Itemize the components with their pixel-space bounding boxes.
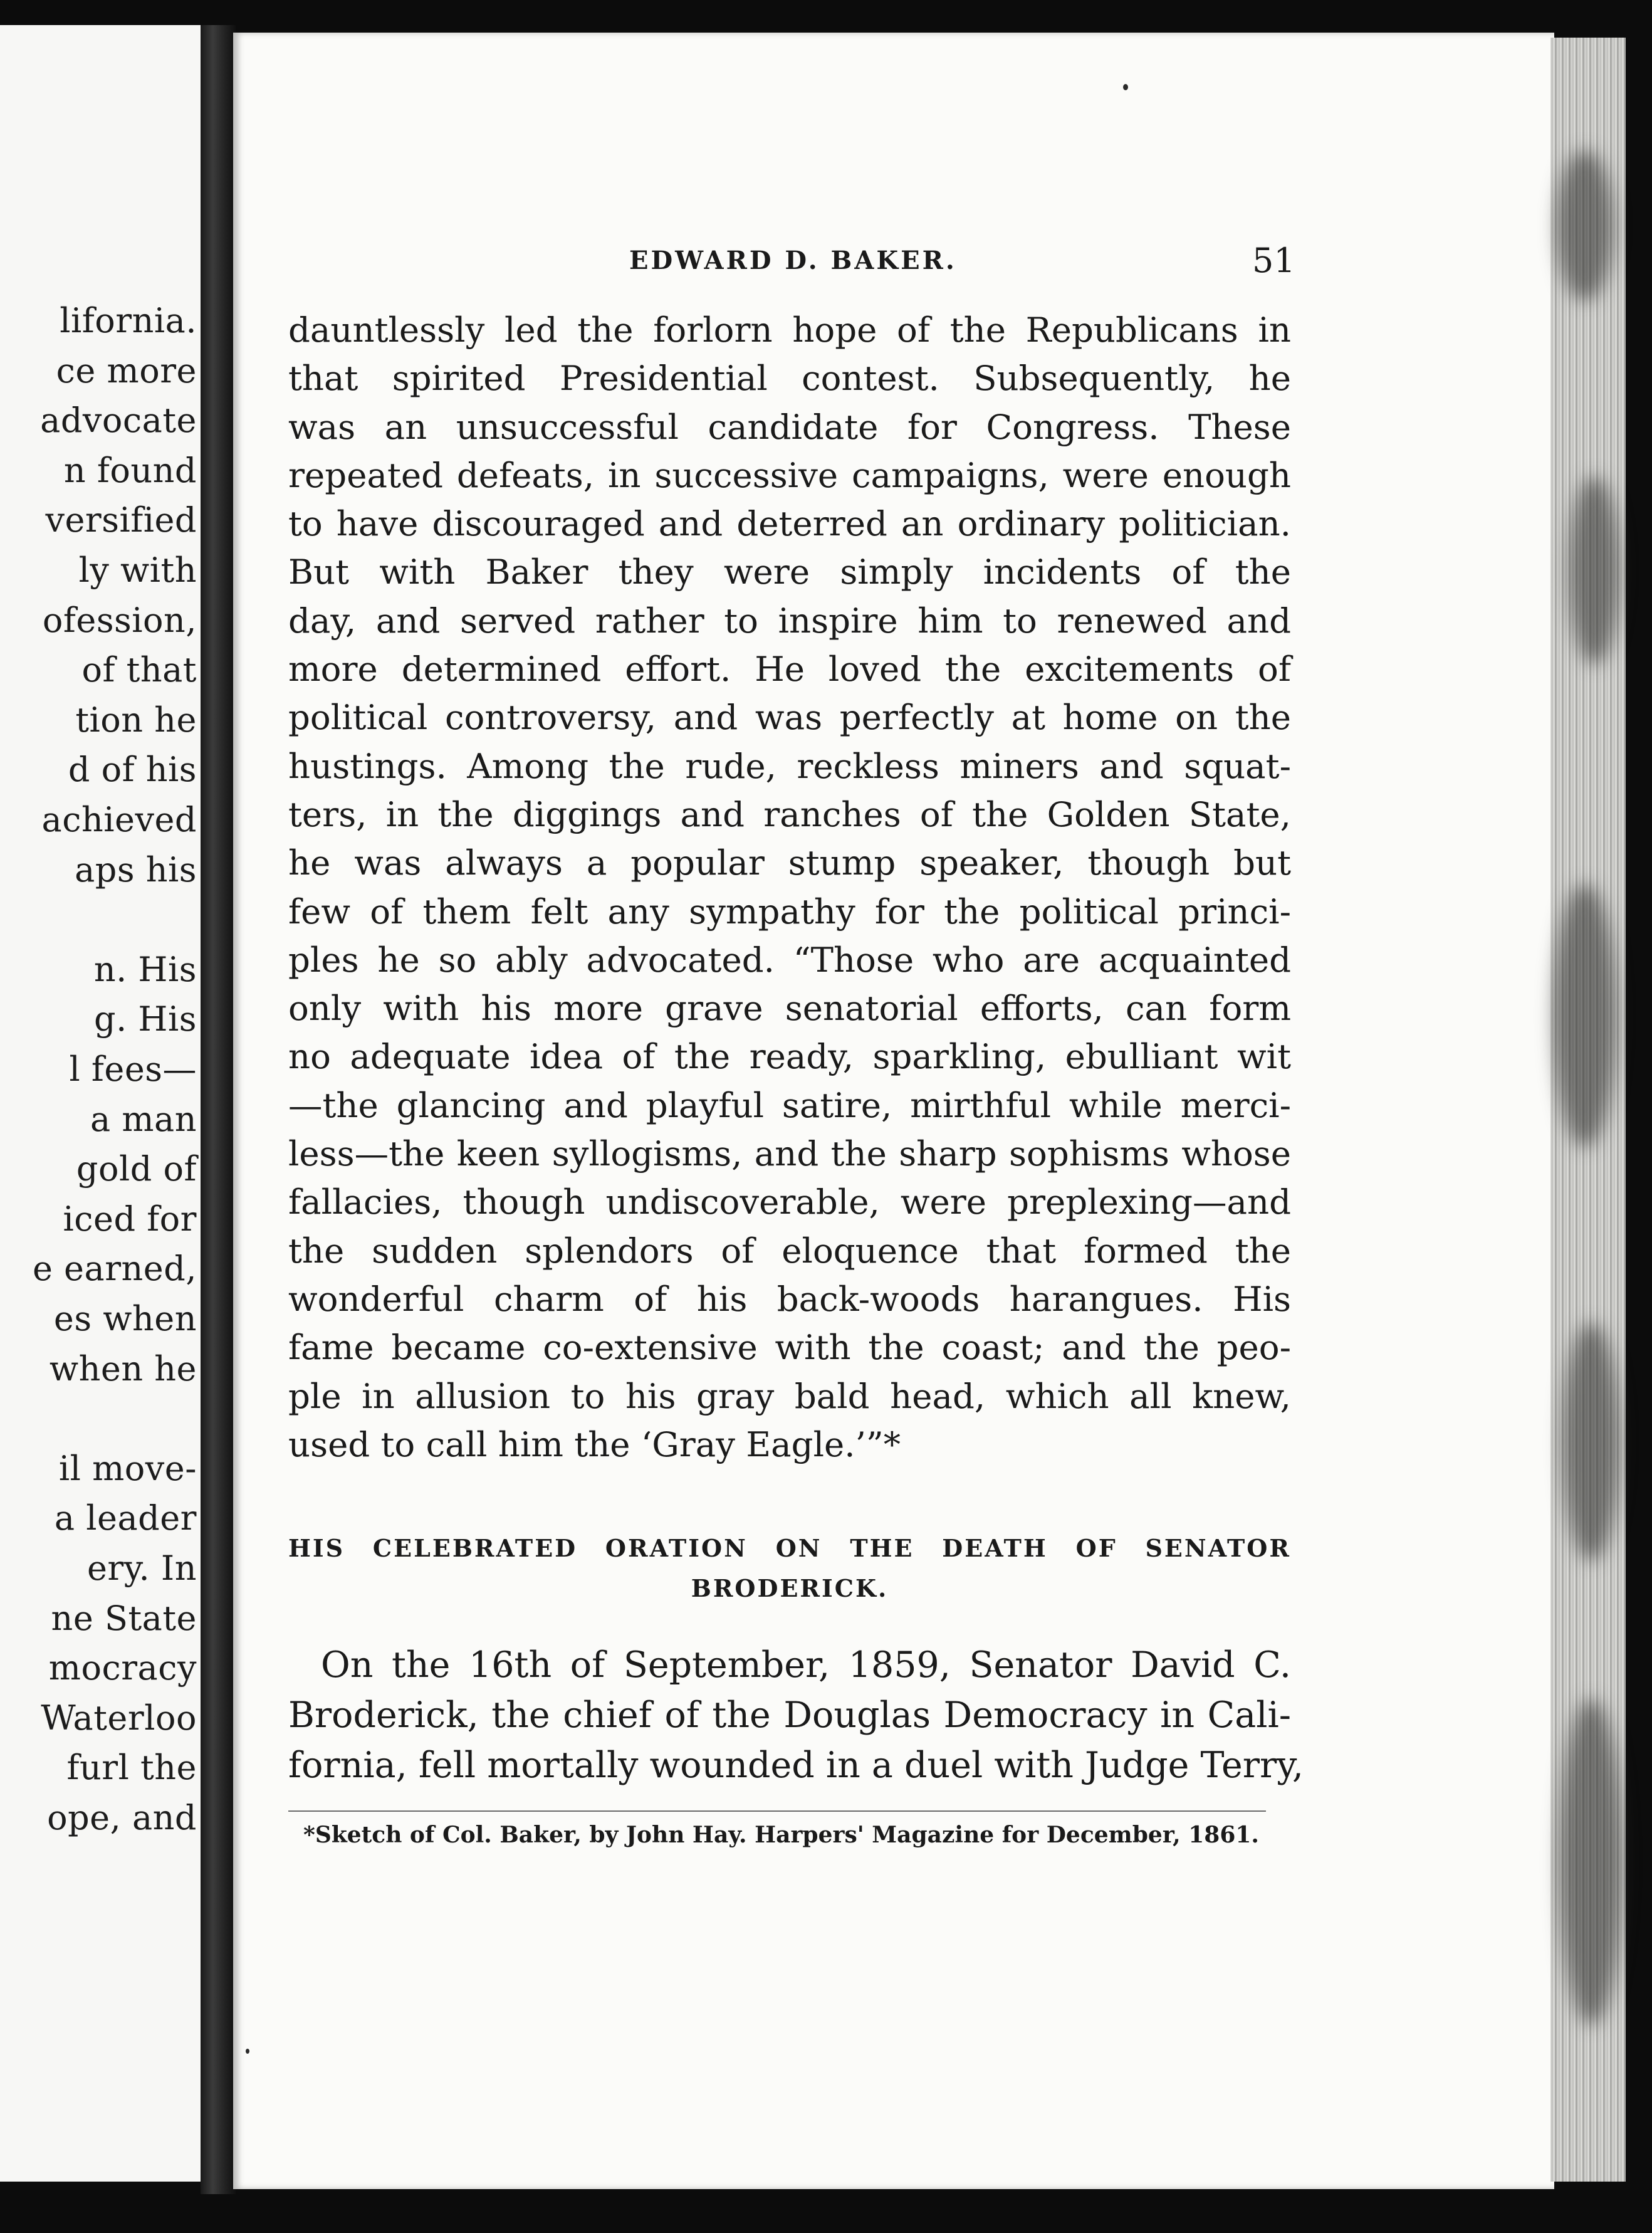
left-page-line: achieved (41, 800, 197, 839)
left-page-line: ope, and (47, 1798, 197, 1837)
text-line: wonderful charm of his back-woods harangues. His (288, 1278, 1291, 1319)
text-line: Broderick, the chief of the Douglas Democracy in Cali- (288, 1694, 1291, 1736)
stain (1557, 150, 1613, 301)
left-page-line: n. His (93, 949, 197, 989)
left-page-line: il move- (58, 1448, 197, 1488)
left-page-line: a man (90, 1099, 197, 1139)
left-page-line: g. His (94, 999, 197, 1039)
book-gutter (201, 25, 236, 2194)
text-line: political controversy, and was perfectly at home on the (288, 697, 1291, 738)
left-page-line: Waterloo (41, 1698, 197, 1738)
section-heading (288, 1528, 1291, 1609)
text-line: —the glancing and playful satire, mirthful while merci- (288, 1085, 1291, 1125)
left-page-line: d of his (68, 750, 197, 790)
left-page-line: lifornia. (60, 301, 197, 340)
page-edges (1550, 38, 1626, 2182)
text-line: to have discouraged and deterred an ordinary politician. (288, 503, 1291, 544)
left-page-line: furl the (66, 1748, 197, 1788)
stain (1560, 1699, 1623, 2025)
left-page-line: ne State (51, 1598, 197, 1638)
section-paragraph (288, 1640, 1304, 1790)
left-page-line: mocracy (48, 1648, 197, 1688)
left-page-line: ofession, (42, 600, 197, 640)
running-head (233, 241, 1554, 283)
text-line: repeated defeats, in successive campaigns, were enough (288, 454, 1291, 495)
text-line: fallacies, though undiscoverable, were preplexing—and (288, 1182, 1291, 1222)
running-title: EDWARD D. BAKER. (629, 246, 957, 275)
left-page-line: versified (45, 500, 197, 540)
left-page-line: ce more (56, 350, 197, 391)
left-page-line: ly with (78, 550, 197, 590)
left-page-line: ery. In (86, 1548, 197, 1588)
left-page-line: gold of (76, 1149, 197, 1189)
footnote-rule (288, 1810, 1266, 1812)
text-line: fame became co-extensive with the coast; and the peo- (288, 1327, 1291, 1368)
text-line: fornia, fell mortally wounded in a duel with Judge Terry, (288, 1745, 1304, 1786)
text-line: On the 16th of September, 1859, Senator David C. (321, 1644, 1291, 1686)
text-line: was an unsuccessful candidate for Congress. These (288, 406, 1291, 447)
stain (1554, 884, 1616, 1147)
body-paragraph (288, 306, 1291, 1469)
print-speck (1123, 84, 1128, 90)
text-line: more determined effort. He loved the excitements of (288, 649, 1291, 690)
text-line: day, and served rather to inspire him to renewed and (288, 600, 1291, 641)
text-line: dauntlessly led the forlorn hope of the Republicans in (288, 310, 1291, 350)
left-page-line: when he (49, 1348, 197, 1389)
text-line: the sudden splendors of eloquence that formed the (288, 1230, 1291, 1271)
left-page-line: iced for (63, 1199, 197, 1239)
left-page-line: a leader (54, 1498, 197, 1538)
text-line: he was always a popular stump speaker, though but (288, 843, 1291, 883)
text-line: used to call him the ‘Gray Eagle.’”* (288, 1424, 901, 1464)
text-line: less—the keen syllogisms, and the sharp sophisms whose (288, 1133, 1291, 1174)
left-page-line: e earned, (32, 1249, 197, 1289)
left-page-line: n found (63, 450, 197, 490)
page-number: 51 (1252, 241, 1295, 280)
text-line: that spirited Presidential contest. Subsequently, he (288, 358, 1291, 399)
left-page-line: of that (81, 650, 197, 690)
text-line: hustings. Among the rude, reckless miners and squat- (288, 745, 1291, 786)
stain (1569, 476, 1619, 665)
left-page-line: advocate (40, 401, 197, 441)
print-speck (246, 2049, 249, 2054)
previous-page-fragment (0, 25, 201, 2182)
section-heading-line: BRODERICK. (691, 1574, 889, 1602)
left-page-line: es when (53, 1299, 197, 1338)
text-line: no adequate idea of the ready, sparkling, ebulliant wit (288, 1036, 1291, 1077)
text-line: ple in allusion to his gray bald head, which all knew, (288, 1375, 1291, 1416)
text-line: ters, in the diggings and ranches of the Golden State, (288, 794, 1291, 834)
stain (1563, 1323, 1619, 1561)
text-line: But with Baker they were simply incidents of the (288, 552, 1291, 592)
left-page-line: tion he (75, 700, 197, 740)
left-page-line: aps his (75, 849, 197, 890)
left-page-line: l fees— (69, 1049, 197, 1089)
text-line: only with his more grave senatorial efforts, can form (288, 988, 1291, 1029)
text-line: few of them felt any sympathy for the political princi- (288, 891, 1291, 932)
footnote: *Sketch of Col. Baker, by John Hay. Harpers' Magazine for December, 1861. (303, 1822, 1259, 1848)
text-line: ples he so ably advocated. “Those who are acquainted (288, 939, 1291, 980)
section-heading-line: HIS CELEBRATED ORATION ON THE DEATH OF SENATOR (288, 1534, 1291, 1562)
